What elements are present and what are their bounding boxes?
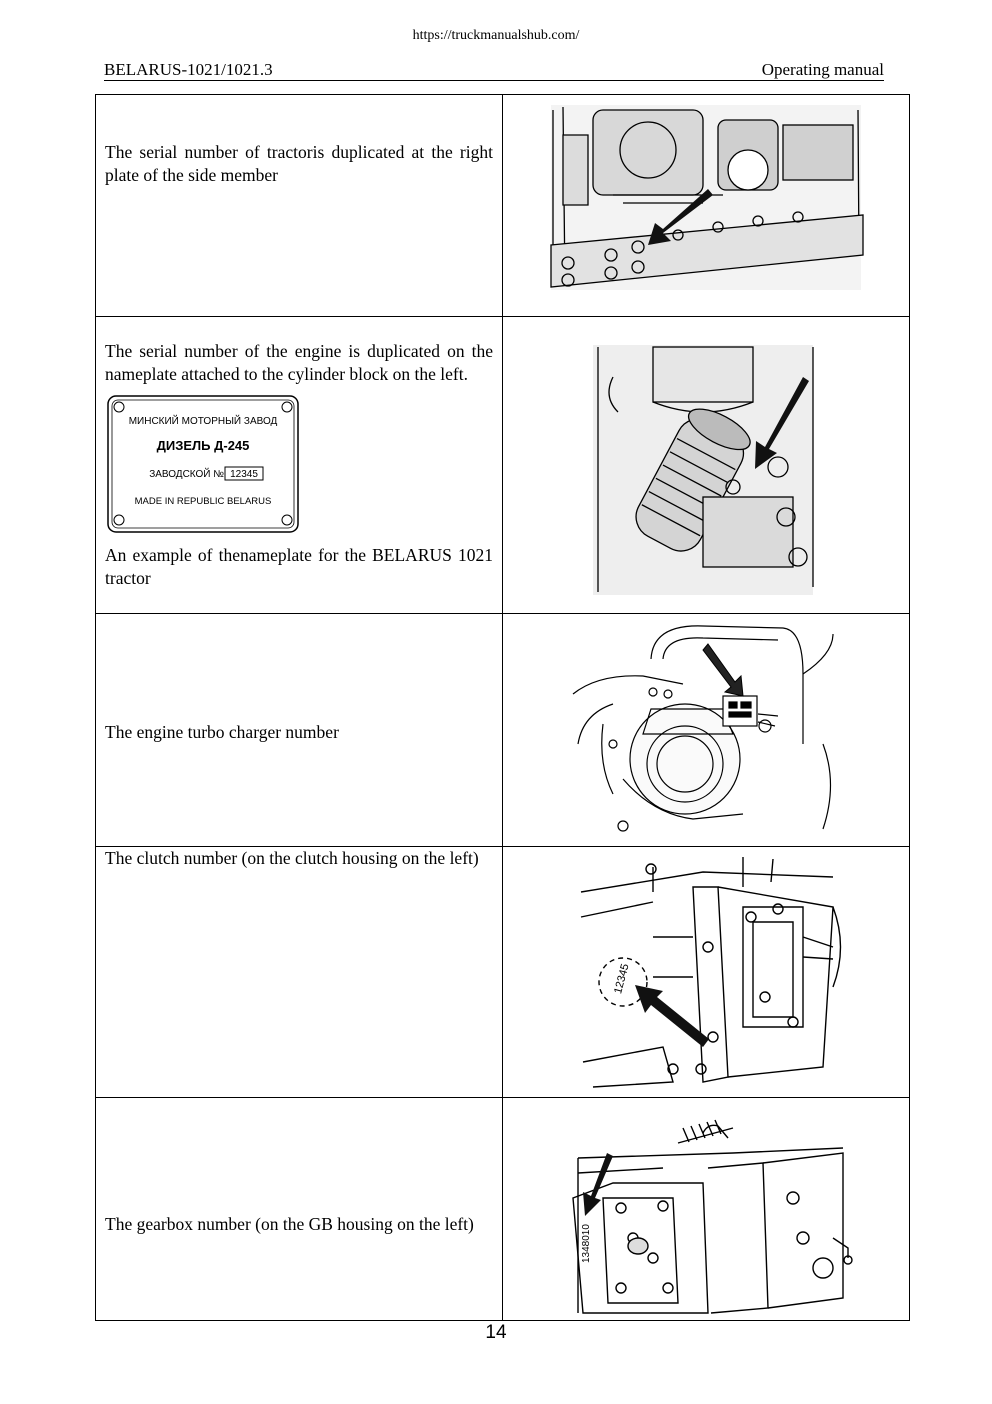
source-url: https://truckmanualshub.com/ [412, 28, 580, 43]
clutch-text: The clutch number (on the clutch housing on the left) [105, 848, 479, 868]
table-row [96, 95, 910, 317]
row-text-cell [96, 95, 503, 317]
row-text-cell [96, 614, 503, 847]
table-row [96, 614, 910, 847]
serial-number-table [95, 94, 910, 1321]
table-row [96, 317, 910, 614]
turbocharger-illustration [503, 614, 909, 846]
row-image-cell [503, 95, 910, 317]
nameplate-manufacturer: МИНСКИЙ МОТОРНЫЙ ЗАВОД [128, 416, 278, 427]
row-text-cell [96, 317, 503, 614]
clutch-illustration [503, 847, 909, 1097]
row-text-cell [96, 847, 503, 1098]
engine-serial-text: The serial number of the engine is duplicated on the nameplate attached to the cylinder block on the left. [105, 341, 493, 384]
nameplate-serial-label: ЗАВОДСКОЙ № [149, 469, 224, 480]
nameplate-caption: An example of thenameplate for the BELARUS 1021 tractor [105, 545, 493, 588]
gearbox-illustration [503, 1098, 909, 1320]
gearbox-text: The gearbox number (on the GB housing on the left) [105, 1214, 474, 1234]
row-image-cell [503, 317, 910, 614]
page-number: 14 [485, 1322, 507, 1343]
engine-nameplate-example [106, 394, 301, 534]
gearbox-serial-mark: 1348010 [581, 1224, 592, 1263]
page-header [104, 60, 884, 81]
header-model: BELARUS-1021/1021.3 [104, 60, 273, 79]
table-row [96, 847, 910, 1098]
row-image-cell [503, 1098, 910, 1321]
turbocharger-text: The engine turbo charger number [105, 722, 339, 742]
row-image-cell [503, 614, 910, 847]
row-image-cell [503, 847, 910, 1098]
row-text-cell [96, 1098, 503, 1321]
frame-serial-illustration [503, 95, 909, 316]
header-doc-title: Operating manual [761, 60, 884, 79]
clutch-serial-mark: 12345 [612, 962, 632, 996]
nameplate-engine-model: ДИЗЕЛЬ Д-245 [156, 438, 250, 453]
engine-serial-illustration [503, 317, 909, 613]
table-row [96, 1098, 910, 1321]
frame-serial-text: The serial number of tractoris duplicated at the right plate of the side member [105, 142, 493, 185]
nameplate-serial-number: 12345 [230, 469, 258, 480]
nameplate-origin: MADE IN REPUBLIC BELARUS [134, 496, 272, 507]
